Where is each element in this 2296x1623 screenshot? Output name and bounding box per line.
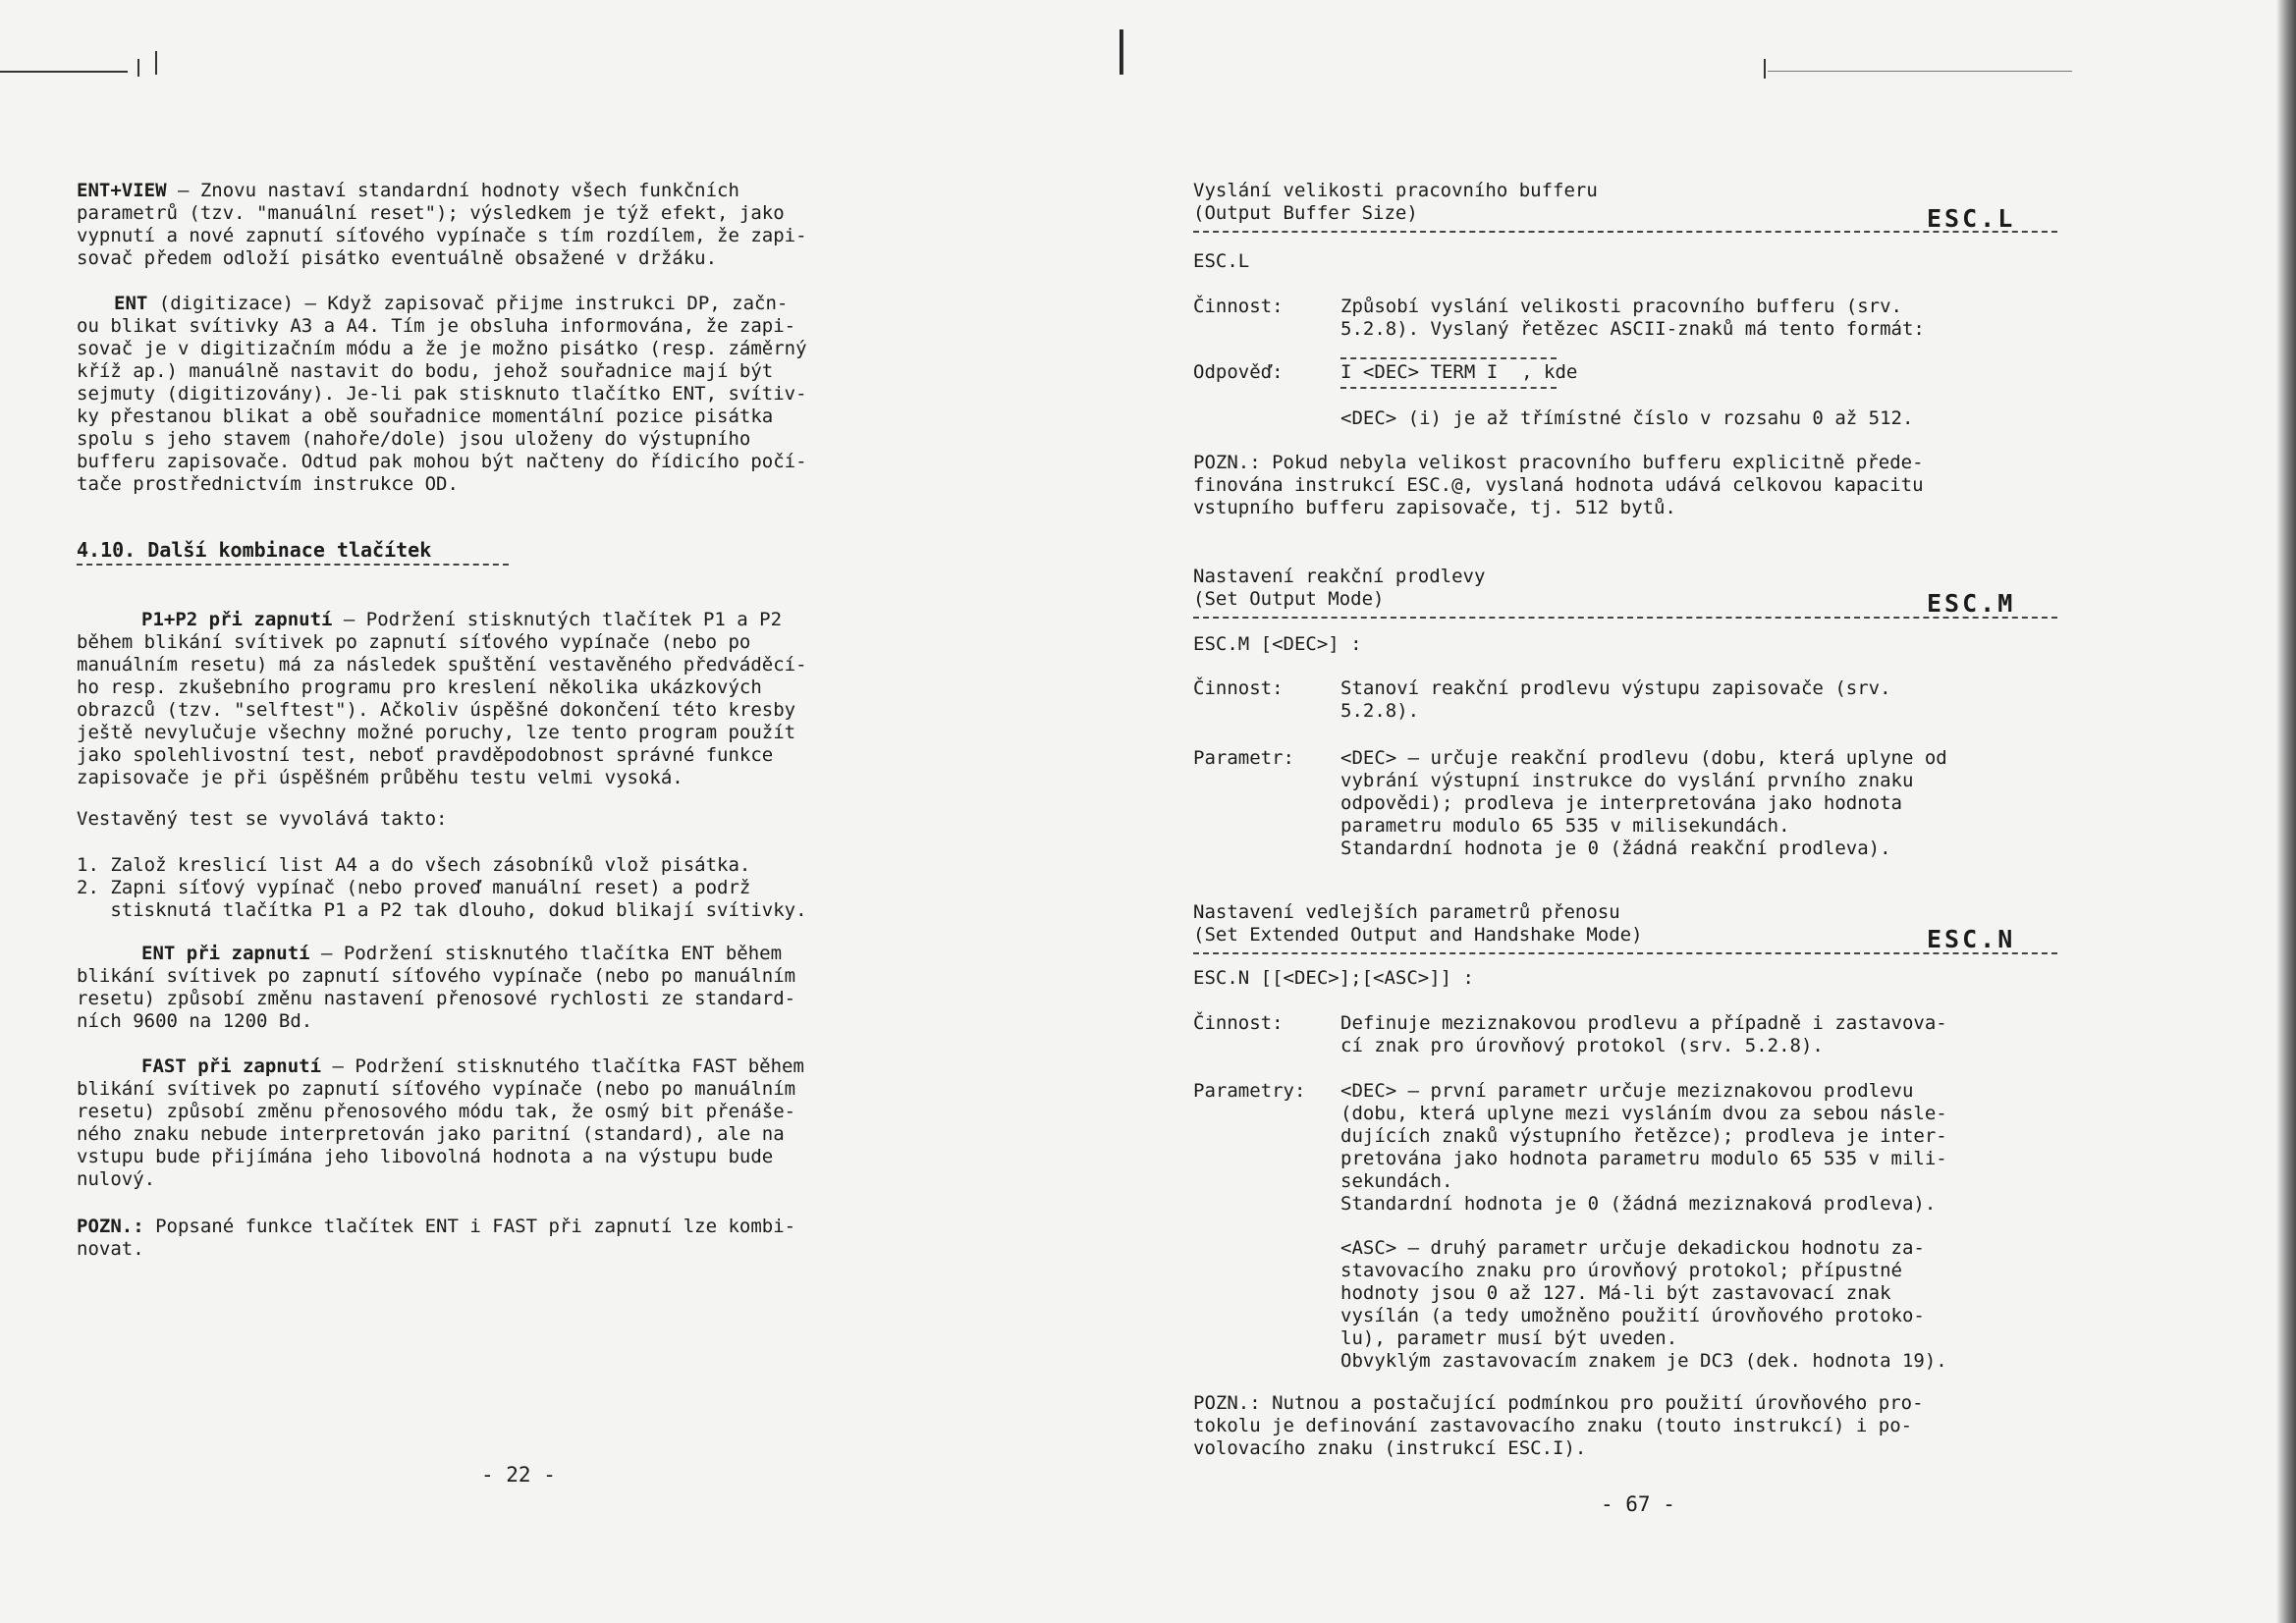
esc-m-rule [1193, 617, 2057, 619]
esc-n-pozn: POZN.: Nutnou a postačující podmínkou pro použití úrovňového pro- tokolu je definování zastavovacího znaku (touto instrukcí) i po- volovacího znaku (instrukcí ESC.I). [1193, 1392, 1924, 1459]
para-p1p2: P1+P2 při zapnutí – Podržení stisknutých tlačítek P1 a P2 během blikání svítivek po zapnutí síťového vypínače (nebo po manuálním resetu) má za následek spuštění vestavěného předváděcí- ho resp. zkušebního programu pro kreslení několika ukázkových obrazců (tzv. "selftest"). Ačkoliv úspěšné dokončení této kresby ještě nevylučuje všechny možné poruchy, lze tento program použít jako spolehlivostní test, neboť pravděpodobnost správné funkce zapisovače je při úspěšném průběhu testu velmi vysoká. [77, 609, 807, 788]
esc-l-title: Vyslání velikosti pracovního bufferu [1193, 180, 1598, 201]
esc-n-title: Nastavení vedlejších parametrů přenosu [1193, 901, 1620, 923]
esc-n-cinnost-label: Činnost: [1193, 1012, 1284, 1034]
esc-l-dec-note: <DEC> (i) je až třímístné číslo v rozsahu 0 až 512. [1340, 407, 1914, 429]
esc-m-cinnost-label: Činnost: [1193, 677, 1284, 699]
esc-n-tag: ESC.N [1927, 925, 2016, 953]
esc-n-syntax: ESC.N [[<DEC>];[<ASC>]] : [1193, 967, 1474, 989]
esc-l-syntax: ESC.L [1193, 250, 1250, 272]
esc-l-cinnost-label: Činnost: [1193, 296, 1284, 317]
esc-m-param: <DEC> – určuje reakční prodlevu (dobu, která uplyne od vybrání výstupní instrukce do vyslání prvního znaku odpovědi); prodleva je interpretována jako hodnota parametru modulo 65 535 v milisekundách. Standardní hodnota je 0 (žádná reakční prodleva). [1340, 747, 1947, 859]
esc-l-cinnost: Způsobí vyslání velikosti pracovního bufferu (srv. 5.2.8). Vyslaný řetězec ASCII-znaků má tento formát: [1340, 296, 1925, 340]
esc-n-cinnost: Definuje meziznakovou prodlevu a případně i zastavova- cí znak pro úrovňový protokol (srv. 5.2.8). [1340, 1012, 1947, 1056]
para-ent-on: ENT při zapnutí – Podržení stisknutého tlačítka ENT během blikání svítivek po zapnutí síťového vypínače (nebo po manuálním resetu) způsobí změnu nastavení přenosové rychlosti ze standard- ních 9600 na 1200 Bd. [77, 943, 796, 1032]
esc-n-param-dec: <DEC> – první parametr určuje meziznakovou prodlevu (dobu, která uplyne mezi vysláním dvou za sebou násle- dujících znaků výstupního řetězce); prodleva je inter- pretována jako hodnota parametru modulo 65 535 v mili- sekundách. Standardní hodnota je 0 (žádná meziznaková prodleva). [1340, 1080, 1947, 1215]
left-page [0, 0, 1120, 1623]
para-fast: FAST při zapnutí – Podržení stisknutého tlačítka FAST během blikání svítivek po zapnutí síťového vypínače (nebo po manuálním resetu) způsobí změnu přenosového módu tak, že osmý bit přenáše- ného znaku nebude interpretován jako paritní (standard), ale na vstupu bude přijímána jeho libovolná hodnota a na výstupu bude nulový. [77, 1055, 804, 1190]
esc-l-response-box: I <DEC> TERM I [1340, 361, 1499, 383]
esc-n-subtitle: (Set Extended Output and Handshake Mode) [1193, 924, 1643, 946]
esc-n-param-asc: <ASC> – druhý parametr určuje dekadickou hodnotu za- stavovacího znaku pro úrovňový protokol; přípustné hodnoty jsou 0 až 127. Má-li být zastavovací znak vysílán (a tedy umožněno použití úrovňového protoko- lu), parametr musí být uveden. Obvyklým zastavovacím znakem je DC3 (dek. hodnota 19). [1340, 1237, 1947, 1372]
para-ent-view: ENT+VIEW – Znovu nastaví standardní hodnoty všech funkčních parametrů (tzv. "manuální reset"); výsledkem je týž efekt, jako vypnutí a nové zapnutí síťového vypínače s tím rozdílem, že zapi- sovač předem odloží pisátko eventuálně obsažené v držáku. [77, 180, 807, 269]
esc-l-rule [1193, 231, 2057, 233]
esc-m-syntax: ESC.M [<DEC>] : [1193, 633, 1362, 655]
scan-artifact [137, 59, 139, 77]
esc-l-response-suffix: , kde [1521, 361, 1578, 383]
right-page [1120, 0, 2296, 1623]
para-ent-digitizace: ENT (digitizace) – Když zapisovač přijme instrukci DP, začn- ou blikat svítivky A3 a A4. Tím je obsluha informována, že zapi- sovač je v digitizačním módu a že je možno pisátko (resp. záměrný kříž ap.) manuálně nastavit do bodu, jehož souřadnice mají být sejmuty (digitizovány). Je-li pak stisknuto tlačítko ENT, svítiv- ky přestanou blikat a obě souřadnice momentální pozice pisátka spolu s jeho stavem (nahoře/dole) jsou uloženy do výstupního bufferu zapisovače. Odtud pak mohou být načteny do řídicího počí- tače prostřednictvím instrukce OD. [77, 293, 807, 495]
esc-n-rule [1193, 952, 2057, 954]
esc-l-subtitle: (Output Buffer Size) [1193, 202, 1418, 224]
esc-m-cinnost: Stanoví reakční prodlevu výstupu zapisovače (srv. 5.2.8). [1340, 677, 1891, 722]
scan-artifact [155, 51, 157, 75]
scan-artifact [1768, 71, 2072, 72]
pozn-left: POZN.: Popsané funkce tlačítek ENT i FAST při zapnutí lze kombi- novat. [77, 1216, 796, 1260]
scan-artifact [1764, 59, 1766, 79]
test-intro: Vestavěný test se vyvolává takto: [77, 808, 448, 830]
esc-l-response-format [1340, 361, 1655, 383]
page-number-right: - 67 - [1601, 1492, 1675, 1516]
esc-n-param-label: Parametry: [1193, 1080, 1306, 1102]
esc-l-odpoved-label: Odpověď: [1193, 361, 1284, 383]
esc-m-param-label: Parametr: [1193, 747, 1294, 769]
scan-artifact [1121, 29, 1123, 75]
page-number-left: - 22 - [481, 1463, 556, 1487]
esc-m-subtitle: (Set Output Mode) [1193, 588, 1385, 610]
esc-l-tag: ESC.L [1927, 204, 2016, 233]
esc-m-title: Nastavení reakční prodlevy [1193, 566, 1486, 587]
section-heading-underline [77, 564, 509, 566]
section-heading: 4.10. Další kombinace tlačítek [77, 538, 432, 562]
esc-m-tag: ESC.M [1927, 589, 2016, 618]
scan-artifact [0, 71, 128, 73]
list-item-1: 1. Založ kreslicí list A4 a do všech zásobníků vlož pisátka. [77, 854, 751, 876]
esc-l-pozn: POZN.: Pokud nebyla velikost pracovního bufferu explicitně přede- finována instrukcí ESC.@, vyslaná hodnota udává celkovou kapacitu vstupního bufferu zapisovače, tj. 512 bytů. [1193, 452, 1924, 518]
list-item-2: 2. Zapni síťový vypínač (nebo proveď manuální reset) a podrž stisknutá tlačítka P1 a P2 tak dlouho, dokud blikají svítivky. [77, 877, 807, 921]
